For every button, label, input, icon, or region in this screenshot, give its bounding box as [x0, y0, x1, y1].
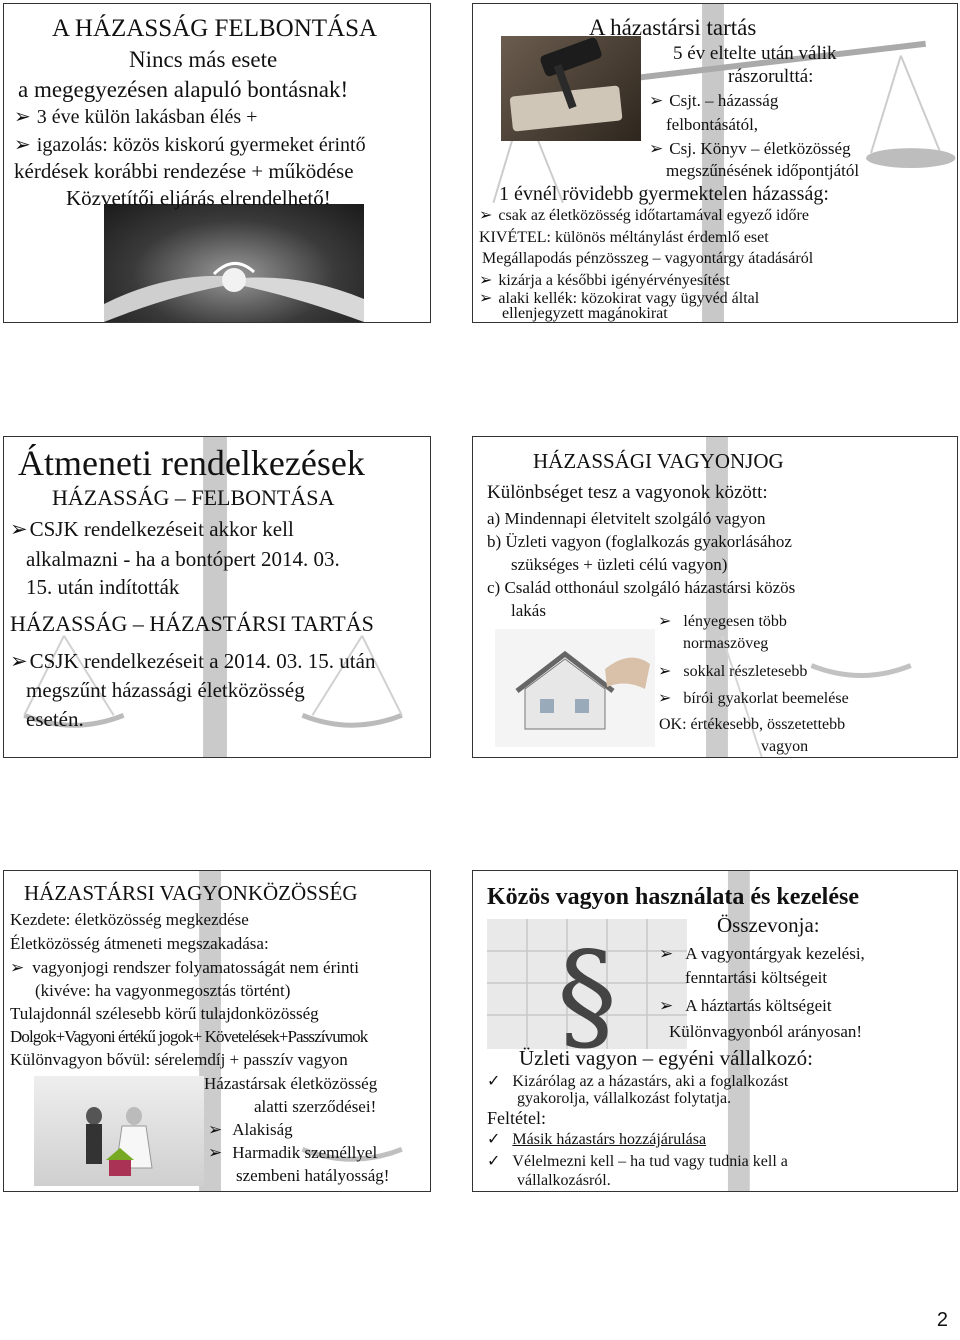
slide-marital-community-property: [3, 870, 431, 1192]
bullet-item: ➢ kizárja a későbbi igényérvényesítést: [479, 270, 730, 289]
arrow-bullet-icon: ➢: [208, 1143, 223, 1163]
section-heading: Feltétel:: [487, 1108, 546, 1128]
text-line: felbontásától,: [666, 115, 759, 134]
slide-transitional-provisions: [3, 436, 431, 758]
couple-figurines-photo: [34, 1076, 204, 1186]
text-line: szükséges + üzleti célú vagyon): [511, 555, 728, 574]
slide-divorce: [3, 3, 431, 323]
text-line: a megegyezésen alapuló bontásnak!: [18, 77, 349, 102]
text-line: megszűnt házassági életközösség: [26, 678, 305, 702]
text-line: lakás: [511, 601, 546, 620]
text-line: 5 év eltelte után válik: [673, 43, 837, 64]
text-line: alatti szerződései!: [254, 1097, 377, 1116]
text-line: Megállapodás pénzösszeg – vagyontárgy átadásáról: [482, 250, 814, 267]
text-line: esetén.: [26, 707, 84, 731]
arrow-bullet-icon: ➢: [658, 611, 672, 630]
svg-text:§: §: [557, 927, 617, 1049]
text-line: alkalmazni - ha a bontópert 2014. 03.: [26, 547, 340, 571]
slide-marital-property-law: [472, 436, 958, 758]
text-line: Kezdete: életközösség megkezdése: [10, 910, 249, 929]
section-heading: Különbséget tesz a vagyonok között:: [487, 482, 768, 503]
arrow-bullet-icon: ➢: [14, 104, 31, 128]
text-line: fenntartási költségeit: [685, 968, 828, 987]
paragraph-sign-puzzle-photo: [487, 919, 687, 1049]
arrow-bullet-icon: ➢: [208, 1120, 223, 1140]
list-item: c) Család otthonául szolgáló házastársi közös: [487, 578, 796, 597]
check-item: ✓ Vélelmezni kell – ha tud vagy tudnia kell a: [487, 1151, 788, 1170]
arrow-bullet-icon: ➢: [479, 288, 493, 307]
gavel-and-money-photo: [501, 36, 641, 141]
check-item: ✓ Másik házastárs hozzájárulása: [487, 1129, 707, 1148]
text-line: (kivéve: ha vagyonmegosztás történt): [35, 981, 291, 1000]
bullet-item: ➢ Alakiság: [208, 1120, 293, 1140]
list-item: b) Üzleti vagyon (foglalkozás gyakorlásához: [487, 532, 792, 551]
arrow-bullet-icon: ➢: [649, 139, 664, 159]
arrow-bullet-icon: ➢: [10, 517, 28, 541]
bullet-item: ➢ lényegesen több: [658, 611, 787, 630]
checkmark-icon: ✓: [487, 1151, 501, 1170]
slide-joint-property-management: [472, 870, 958, 1192]
bullet-item: ➢ A vagyontárgyak kezelési,: [659, 944, 865, 964]
arrow-bullet-icon: ➢: [659, 996, 674, 1016]
text-line: Életközösség átmeneti megszakadása:: [10, 934, 269, 953]
bullet-item: ➢ Harmadik személlyel: [208, 1143, 378, 1163]
bullet-item: ➢CSJK rendelkezéseit akkor kell: [10, 517, 294, 541]
section-heading: HÁZASSÁG – FELBONTÁSA: [52, 485, 335, 510]
text-line: rászorulttá:: [728, 66, 814, 87]
slide-title: HÁZASSÁGI VAGYONJOG: [533, 449, 784, 473]
slide-title: Átmeneti rendelkezések: [18, 443, 365, 483]
arrow-bullet-icon: ➢: [479, 205, 493, 224]
bullet-item: ➢ bírói gyakorlat beemelése: [658, 688, 849, 707]
slide-title: A HÁZASSÁG FELBONTÁSA: [52, 15, 378, 42]
bullet-item: ➢ csak az életközösség időtartamával egyező időre: [479, 205, 809, 224]
arrow-bullet-icon: ➢: [479, 270, 493, 289]
arrow-bullet-icon: ➢: [14, 132, 31, 156]
arrow-bullet-icon: ➢: [649, 91, 664, 111]
arrow-bullet-icon: ➢: [10, 958, 25, 978]
bullet-item: ➢ Csj. Könyv – életközösség: [649, 139, 851, 159]
bullet-item: ➢CSJK rendelkezéseit a 2014. 03. 15. után: [10, 649, 376, 673]
arrow-bullet-icon: ➢: [10, 649, 28, 673]
slide-title: HÁZASTÁRSI VAGYONKÖZÖSSÉG: [24, 881, 358, 905]
bullet-item: ➢ sokkal részletesebb: [658, 661, 808, 680]
house-in-hands-photo: [495, 629, 655, 747]
text-line: OK: értékesebb, összetettebb: [659, 716, 846, 733]
arrow-bullet-icon: ➢: [658, 661, 672, 680]
checkmark-icon: ✓: [487, 1129, 501, 1148]
slide-title: A házastársi tartás: [589, 15, 757, 40]
text-line: ellenjegyzett magánokirat: [502, 305, 668, 322]
section-heading: 1 évnél rövidebb gyermektelen házasság:: [499, 183, 829, 205]
text-line: KIVÉTEL: különös méltánylást érdemlő eset: [479, 229, 769, 246]
text-line: Közvetítői eljárás elrendelhető!: [66, 186, 331, 210]
slide-spousal-support: [472, 3, 958, 323]
text-line: Házastársak életközösség: [204, 1074, 378, 1093]
holding-hands-photo: [104, 204, 364, 322]
text-line: kérdések korábbi rendezése + működése: [14, 159, 354, 183]
arrow-bullet-icon: ➢: [659, 944, 674, 964]
bullet-item: ➢ 3 éve külön lakásban élés +: [14, 104, 258, 128]
page-number: 2: [936, 1309, 948, 1331]
section-heading: Összevonja:: [717, 913, 820, 937]
text-line: Különvagyon bővül: sérelemdíj + passzív vagyon: [10, 1050, 348, 1069]
bullet-item: ➢ A háztartás költségeit: [659, 996, 832, 1016]
bullet-item: ➢ igazolás: közös kiskorú gyermeket érintő: [14, 132, 366, 156]
text-line: vállalkozásról.: [517, 1172, 611, 1189]
slide-title: Közös vagyon használata és kezelése: [487, 884, 859, 910]
checkmark-icon: ✓: [487, 1071, 501, 1090]
text-line: megszűnésének időpontjától: [666, 161, 860, 180]
section-heading: Üzleti vagyon – egyéni vállalkozó:: [519, 1046, 813, 1070]
text-line: Különvagyonból arányosan!: [669, 1022, 863, 1041]
check-item: ✓ Kizárólag az a házastárs, aki a foglalkozást: [487, 1071, 789, 1090]
text-line: Tulajdonnál szélesebb körű tulajdonközösség: [10, 1004, 319, 1023]
list-item: a) Mindennapi életvitelt szolgáló vagyon: [487, 509, 766, 528]
text-line: gyakorolja, vállalkozást folytatja.: [517, 1090, 732, 1107]
text-line: normaszöveg: [683, 635, 769, 652]
text-line: Dolgok+Vagyoni értékű jogok+ Követelések+Passzívumok: [10, 1027, 368, 1046]
section-heading: HÁZASSÁG – HÁZASTÁRSI TARTÁS: [10, 611, 374, 636]
text-line: 15. után indították: [26, 575, 180, 599]
text-line: szembeni hatályosság!: [236, 1166, 390, 1185]
bullet-item: ➢ Csjt. – házasság: [649, 91, 779, 111]
text-line: Nincs más esete: [129, 47, 278, 72]
bullet-item: ➢ vagyonjogi rendszer folyamatosságát nem érinti: [10, 958, 359, 978]
text-line: vagyon: [761, 738, 809, 755]
arrow-bullet-icon: ➢: [658, 688, 672, 707]
bullet-item: ➢ alaki kellék: közokirat vagy ügyvéd által: [479, 288, 760, 307]
